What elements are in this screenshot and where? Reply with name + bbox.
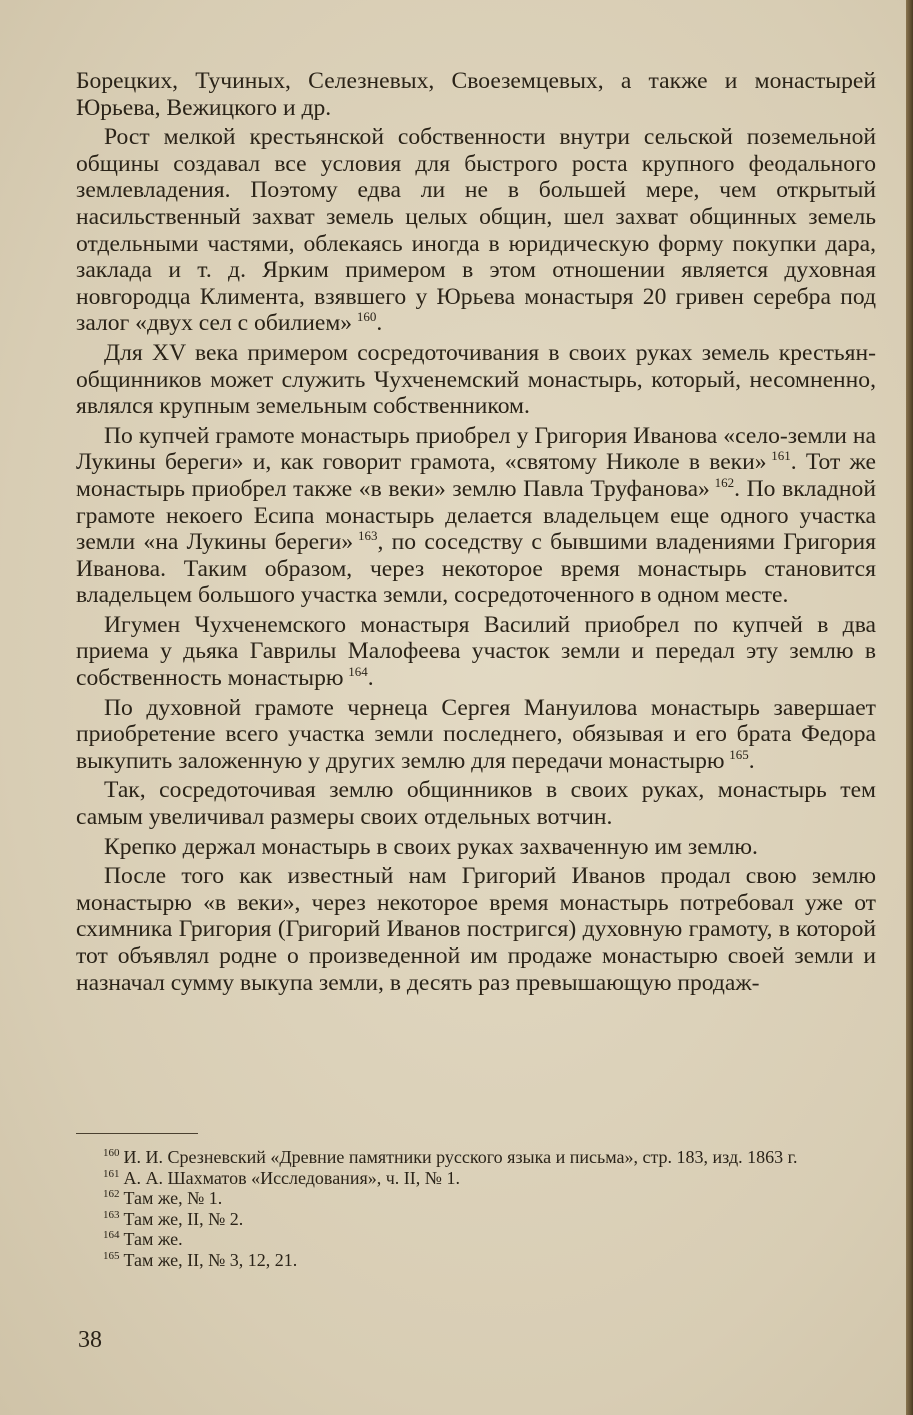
paragraph-text: Для XV века примером сосредоточивания в своих руках земель крестьян-общинников может служить Чухченемский монастырь, который, несомненно, являлся крупным земельным собственником. <box>76 339 876 420</box>
footnote-ref-165[interactable]: 165 <box>729 746 749 762</box>
footnote-ref-161[interactable]: 161 <box>771 448 791 464</box>
footnote-number: 160 <box>103 1147 120 1159</box>
paragraph-5 <box>76 612 876 692</box>
footnote-ref-163[interactable]: 163 <box>357 528 378 544</box>
paragraph-text: По духовной грамоте чернеца Сергея Мануилова монастырь завершает приобретение всего участка земли последнего, обязывая и его брата Федора выкупить заложенную у других землю для передачи монастырю <box>76 694 876 774</box>
footnote-text: А. А. Шахматов «Исследования», ч. II, № 1. <box>123 1167 460 1188</box>
book-edge <box>906 0 913 1415</box>
paragraph-1 <box>76 68 876 121</box>
footnote-165 <box>76 1250 876 1271</box>
footnote-text: Там же, № 1. <box>123 1188 223 1208</box>
paragraph-text: . Тот же монастырь приобрел также «в веки» землю Павла Труфанова» <box>76 449 876 502</box>
footnote-divider <box>76 1133 198 1134</box>
paragraph-8 <box>76 834 876 861</box>
paragraph-text: После того как известный нам Григорий Иванов продал свою землю монастырю «в веки», через некоторое время монастырь потребовал уже от схимника Григория (Григорий Иванов постригся) духовную грамоту, в которой тот объявлял родне о произведенной им продаже монастырю своей земли и назначал сумму выкупа земли, в десять раз превышающую продаж- <box>76 863 876 996</box>
paragraph-text: Так, сосредоточивая землю общинников в своих руках, монастырь тем самым увеличивал размеры своих отдельных вотчин. <box>76 777 876 831</box>
footnote-text: И. И. Срезневский «Древние памятники русского языка и письма», стр. 183, изд. 1863 г. <box>123 1147 798 1167</box>
footnote-number: 163 <box>103 1208 120 1221</box>
footnote-ref-164[interactable]: 164 <box>348 664 368 680</box>
footnote-text: Там же, II, № 3, 12, 21. <box>123 1249 298 1270</box>
footnotes <box>76 1147 876 1270</box>
paragraph-tail: . <box>367 665 374 692</box>
paragraph-4 <box>76 423 876 609</box>
paragraph-3 <box>76 340 876 420</box>
footnote-number: 161 <box>103 1167 120 1180</box>
paragraph-6 <box>76 695 876 775</box>
paragraph-text: . По вкладной грамоте некоего Есипа монастырь делается владельцем еще одного участка земли «на Лукины береги» <box>76 475 876 556</box>
paragraph-text: Крепко держал монастырь в своих руках захваченную им землю. <box>104 833 758 860</box>
footnote-number: 165 <box>103 1249 120 1262</box>
footnote-ref-162[interactable]: 162 <box>714 475 735 491</box>
paragraph-tail: . <box>748 747 755 774</box>
page-number: 38 <box>78 1327 102 1353</box>
paragraph-7 <box>76 777 876 830</box>
paragraph-9 <box>76 863 876 996</box>
footnote-164 <box>76 1229 876 1250</box>
footnote-162 <box>76 1188 876 1209</box>
paragraph-2 <box>76 124 876 337</box>
paragraph-text: Рост мелкой крестьянской собственности внутри сельской поземельной общины создавал все условия для быстрого роста крупного феодального землевладения. Поэтому едва ли не в большей мере, чем открытый насильственный захват земель целых общин, шел захват общинных земель отдельными частями, облекаясь иногда в юридическую форму покупки дара, заклада и т. д. Ярким примером в этом отношении является духовная новгородца Климента, взявшего у Юрьева монастыря 20 гривен серебра под залог «двух сел с обилием» <box>76 124 876 337</box>
body-text <box>76 68 876 999</box>
footnote-text: Там же, II, № 2. <box>123 1208 244 1229</box>
footnote-161 <box>76 1168 876 1189</box>
footnote-number: 162 <box>103 1188 120 1200</box>
footnote-text: Там же. <box>123 1229 183 1249</box>
paragraph-text: , по соседству с бывшими владениями Григория Иванова. Таким образом, через некоторое время монастырь становится владельцем большого участка земли, сосредоточенного в одном месте. <box>76 529 876 609</box>
paragraph-tail: . <box>376 310 383 337</box>
footnote-160 <box>76 1147 876 1168</box>
footnote-ref-160[interactable]: 160 <box>356 309 377 325</box>
footnote-number: 164 <box>103 1229 120 1241</box>
paragraph-text: По купчей грамоте монастырь приобрел у Григория Иванова «село-земли на Лукины береги» и, как говорит грамота, «святому Николе в веки» <box>76 422 876 476</box>
paragraph-text: Борецких, Тучиных, Селезневых, Своеземцевых, а также и монастырей Юрьева, Вежицкого и др. <box>76 68 876 121</box>
footnote-163 <box>76 1209 876 1230</box>
paragraph-text: Игумен Чухченемского монастыря Василий приобрел по купчей в два приема у дьяка Гаврилы Малофеева участок земли и передал эту землю в собственность монастырю <box>76 611 876 692</box>
